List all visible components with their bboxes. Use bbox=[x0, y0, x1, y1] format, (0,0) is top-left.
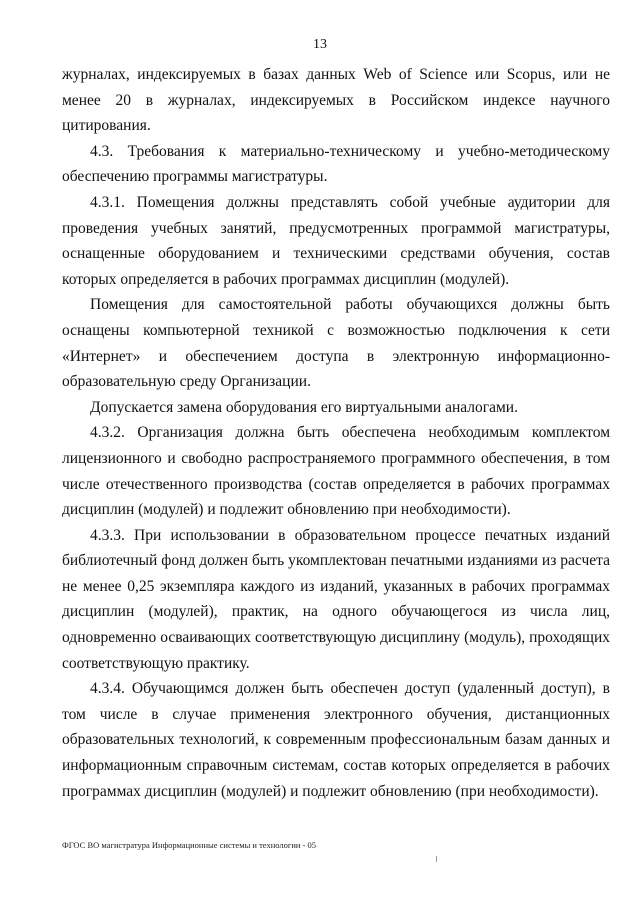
paragraph-4-3-4: 4.3.4. Обучающимся должен быть обеспечен доступ (удаленный доступ), в том числе в случае применения электронного обучения, дистанционных образовательных технологий, к современным профессиональным базам данных и информационным справочным системам, состав которых определяется в рабочих программах дисциплин (модулей) и подлежит обновлению (при необходимости). bbox=[62, 680, 610, 800]
paragraph-self-study-rooms: Помещения для самостоятельной работы обучающихся должны быть оснащены компьютерной техникой с возможностью подключения к сети «Интернет» и обеспечением доступа в электронную информационно-образовательную среду Организации. bbox=[62, 296, 610, 391]
paragraph-virtual-analogs: Допускается замена оборудования его виртуальными аналогами. bbox=[90, 398, 518, 416]
paragraph-4-3-1: 4.3.1. Помещения должны представлять собой учебные аудитории для проведения учебных занятий, предусмотренных программой магистратуры, оснащенные оборудованием и техническими средствами обучения, состав которых определяется в рабочих программах дисциплин (модулей). bbox=[62, 193, 610, 288]
paragraph-4-3-2: 4.3.2. Организация должна быть обеспечена необходимым комплектом лицензионного и свободно распространяемого программного обеспечения, в том числе отечественного производства (состав определяется в рабочих программах дисциплин (модулей) и подлежит обновлению при необходимости). bbox=[62, 424, 610, 519]
scan-artifact-mark bbox=[436, 856, 437, 862]
page-number: 13 bbox=[313, 37, 327, 52]
document-body bbox=[62, 62, 610, 804]
paragraph-journals-continuation: журналах, индексируемых в базах данных Web of Science или Scopus, или не менее 20 в журналах, индексируемых в Российском индексе научного цитирования. bbox=[62, 66, 610, 135]
paragraph-4-3-3: 4.3.3. При использовании в образовательном процессе печатных изданий библиотечный фонд должен быть укомплектован печатными изданиями из расчета не менее 0,25 экземпляра каждого из изданий, указанных в рабочих программах дисциплин (модулей), практик, на одного обучающегося из числа лиц, одновременно осваивающих соответствующую дисциплину (модуль), проходящих соответствующую практику. bbox=[62, 526, 610, 672]
page-footer: ФГОС ВО магистратура Информационные системы и технологии - 05 bbox=[62, 840, 317, 850]
paragraph-4-3-heading: 4.3. Требования к материально-техническому и учебно-методическому обеспечению программы магистратуры. bbox=[62, 142, 610, 186]
